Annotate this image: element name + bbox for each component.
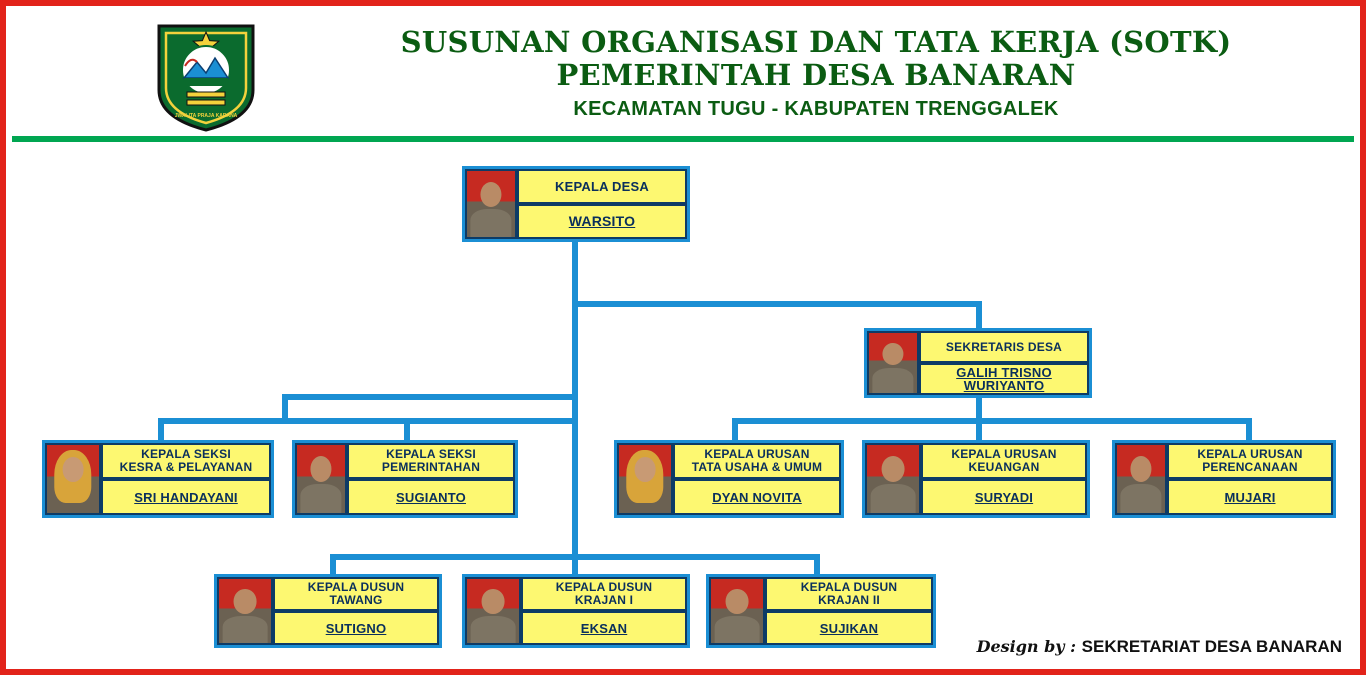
- role-line-2: KESRA & PELAYANAN: [119, 460, 253, 474]
- role-kasi-pemerintahan: [347, 443, 515, 479]
- role-line-2: KRAJAN I: [574, 593, 634, 607]
- labels-kasi-pemerintahan: [347, 443, 515, 515]
- role-kaur-perencanaan: [1167, 443, 1333, 479]
- labels-kasi-kesra: [101, 443, 271, 515]
- connector-main-spine: [572, 301, 578, 571]
- photo-kepala-desa: [465, 169, 517, 239]
- labels-kaur-perencanaan: [1167, 443, 1333, 515]
- role-kaur-tata-usaha: [673, 443, 841, 479]
- photo-kaur-keuangan: [865, 443, 921, 515]
- name-kaur-keuangan: SURYADI: [921, 479, 1087, 515]
- node-sekretaris-desa[interactable]: [864, 328, 1092, 398]
- node-kepala-desa[interactable]: [462, 166, 690, 242]
- name-kadus-krajan-2: SUJIKAN: [765, 611, 933, 645]
- node-kasi-pemerintahan[interactable]: [292, 440, 518, 518]
- name-kasi-pemerintahan: SUGIANTO: [347, 479, 515, 515]
- node-kaur-keuangan[interactable]: [862, 440, 1090, 518]
- role-line-1: KEPALA SEKSI: [386, 447, 476, 461]
- photo-kadus-krajan-2: [709, 577, 765, 645]
- labels-kaur-tata-usaha: [673, 443, 841, 515]
- page-subtitle: KECAMATAN TUGU - KABUPATEN TRENGGALEK: [573, 98, 1059, 120]
- photo-kasi-pemerintahan: [295, 443, 347, 515]
- design-credit-text: SEKRETARIAT DESA BANARAN: [1081, 637, 1342, 656]
- connector-kepala-desa-down: [572, 242, 578, 304]
- role-kepala-desa: KEPALA DESA: [517, 169, 687, 204]
- design-credit: [977, 637, 1342, 657]
- name-kasi-kesra: SRI HANDAYANI: [101, 479, 271, 515]
- photo-kaur-tata-usaha: [617, 443, 673, 515]
- photo-kadus-tawang: [217, 577, 273, 645]
- photo-kasi-kesra: [45, 443, 101, 515]
- design-credit-prefix: Design by :: [976, 637, 1082, 656]
- name-kadus-tawang: SUTIGNO: [273, 611, 439, 645]
- header-divider: [12, 136, 1354, 142]
- svg-text:JWALITA PRAJA KARANA: JWALITA PRAJA KARANA: [174, 113, 238, 119]
- node-kadus-krajan-1[interactable]: [462, 574, 690, 648]
- node-kasi-kesra[interactable]: [42, 440, 274, 518]
- name-kaur-tata-usaha: DYAN NOVITA: [673, 479, 841, 515]
- connector-sekretaris-down: [976, 301, 982, 331]
- name-sekretaris-desa: GALIH TRISNO WURIYANTO: [919, 363, 1089, 395]
- page-title-line-2: PEMERINTAH DESA BANARAN: [556, 58, 1076, 92]
- role-line-1: KEPALA DUSUN: [800, 580, 898, 594]
- labels-kadus-tawang: [273, 577, 439, 645]
- role-line-1: KEPALA DUSUN: [307, 580, 405, 594]
- role-sekretaris-desa: SEKRETARIS DESA: [919, 331, 1089, 363]
- header-titles: [276, 26, 1356, 122]
- connector-seksi-bus: [158, 418, 578, 424]
- role-line-2: PERENCANAAN: [1202, 460, 1298, 474]
- labels-sekretaris-desa: [919, 331, 1089, 395]
- role-line-1: KEPALA DUSUN: [555, 580, 653, 594]
- connector-top-bus: [572, 301, 982, 307]
- node-kaur-tata-usaha[interactable]: [614, 440, 844, 518]
- labels-kaur-keuangan: [921, 443, 1087, 515]
- name-kepala-desa: WARSITO: [517, 204, 687, 239]
- name-kadus-krajan-1: EKSAN: [521, 611, 687, 645]
- node-kadus-krajan-2[interactable]: [706, 574, 936, 648]
- name-kaur-perencanaan: MUJARI: [1167, 479, 1333, 515]
- page-title-line-1: SUSUNAN ORGANISASI DAN TATA KERJA (SOTK): [400, 25, 1232, 59]
- labels-kepala-desa: [517, 169, 687, 239]
- role-line-2: KEUANGAN: [968, 460, 1040, 474]
- role-line-2: KRAJAN II: [818, 593, 880, 607]
- role-kadus-tawang: [273, 577, 439, 611]
- labels-kadus-krajan-1: [521, 577, 687, 645]
- role-line-1: KEPALA URUSAN: [1197, 447, 1303, 461]
- role-kadus-krajan-2: [765, 577, 933, 611]
- connector-seksi-link-spine: [282, 394, 576, 400]
- role-kasi-kesra: [101, 443, 271, 479]
- role-kadus-krajan-1: [521, 577, 687, 611]
- role-line-1: KEPALA SEKSI: [141, 447, 231, 461]
- role-kaur-keuangan: [921, 443, 1087, 479]
- role-line-2: PEMERINTAHAN: [381, 460, 481, 474]
- role-line-1: KEPALA URUSAN: [704, 447, 810, 461]
- trenggalek-regency-emblem-icon: [151, 18, 261, 133]
- photo-sekretaris-desa: [867, 331, 919, 395]
- node-kadus-tawang[interactable]: [214, 574, 442, 648]
- labels-kadus-krajan-2: [765, 577, 933, 645]
- role-line-2: TATA USAHA & UMUM: [691, 460, 823, 474]
- photo-kadus-krajan-1: [465, 577, 521, 645]
- role-line-1: KEPALA URUSAN: [951, 447, 1057, 461]
- photo-kaur-perencanaan: [1115, 443, 1167, 515]
- connector-urusan-bus: [732, 418, 1252, 424]
- header: [6, 6, 1360, 138]
- role-line-2: TAWANG: [329, 593, 383, 607]
- node-kaur-perencanaan[interactable]: [1112, 440, 1336, 518]
